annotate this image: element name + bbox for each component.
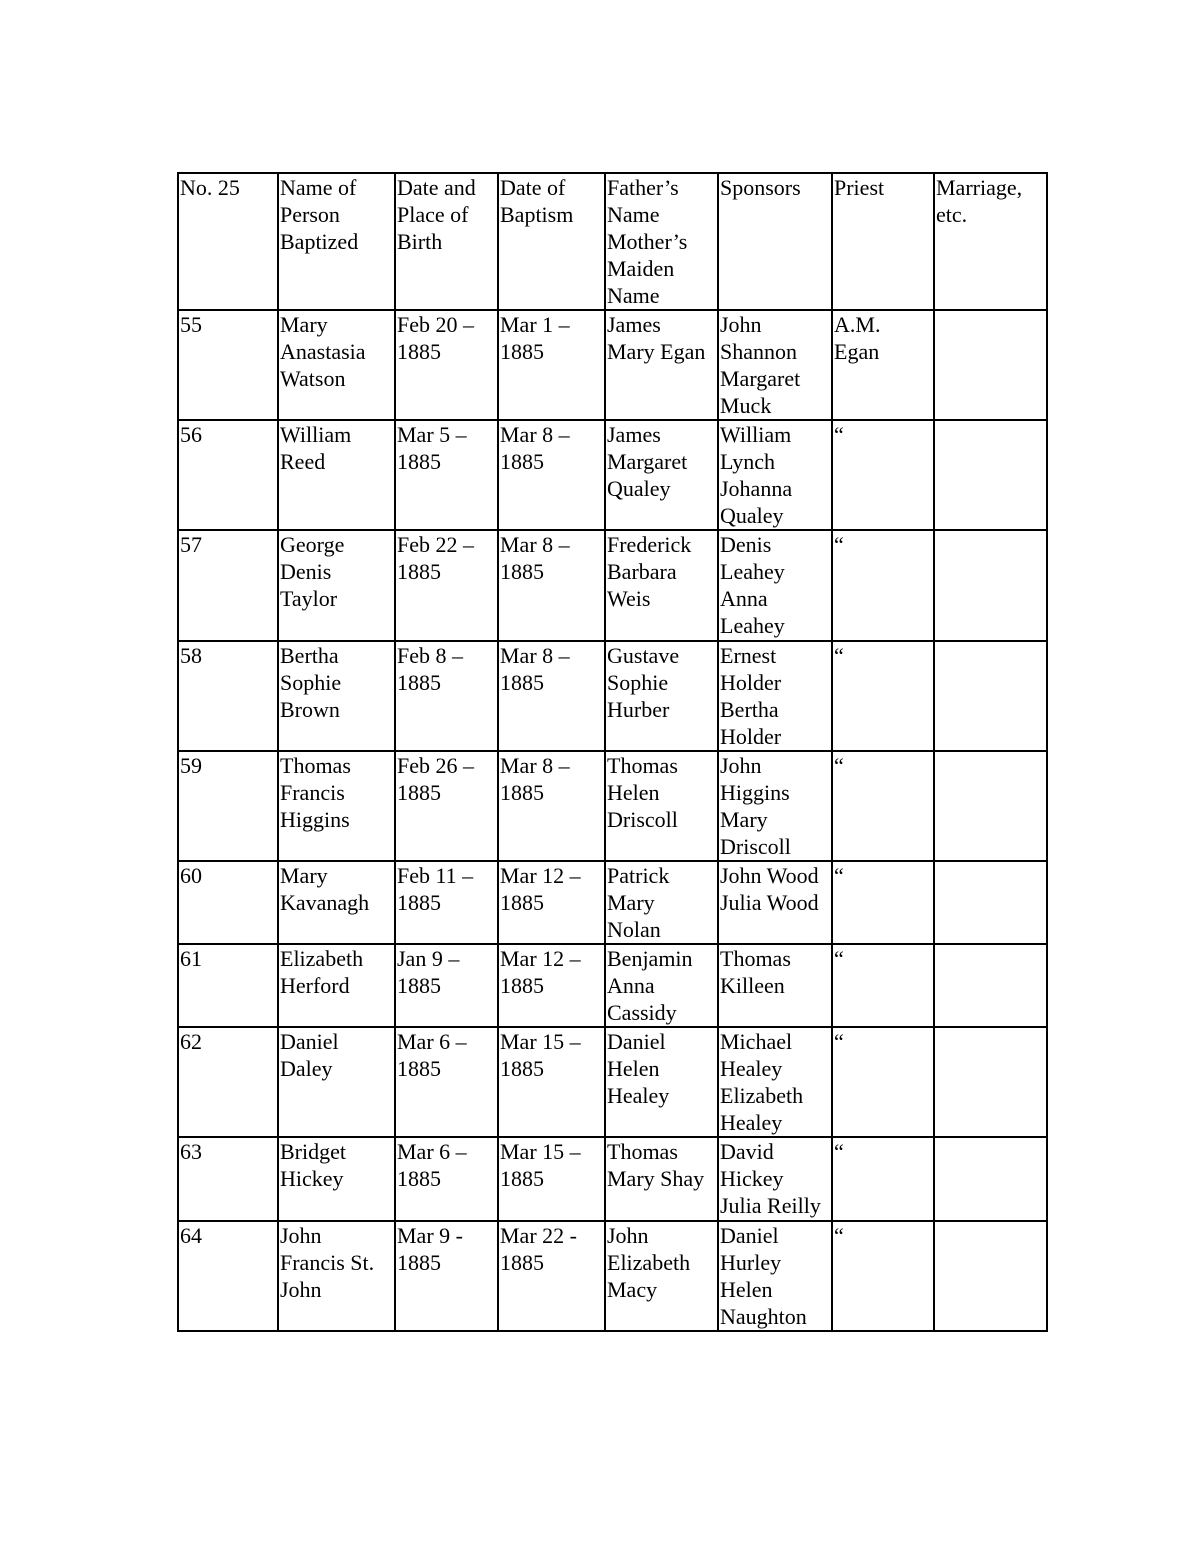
cell-sponsors <box>718 1137 832 1221</box>
cell-person-name-line: Kavanagh <box>280 890 370 915</box>
cell-birth-date-line: Feb 22 – <box>397 532 474 557</box>
table-row <box>178 861 1047 944</box>
cell-priest-line: “ <box>834 1223 844 1248</box>
cell-baptism-date <box>498 1221 605 1331</box>
header-marriage-line: etc. <box>936 202 968 227</box>
cell-birth-date-line: Mar 5 – <box>397 422 467 447</box>
cell-sponsors-line: Elizabeth <box>720 1083 804 1108</box>
cell-priest <box>832 944 934 1027</box>
header-marriage <box>934 173 1047 310</box>
cell-baptism-date <box>498 310 605 420</box>
cell-birth-date-line: Mar 6 – <box>397 1139 467 1164</box>
cell-sponsors-line: William <box>720 422 792 447</box>
cell-person-name-line: Herford <box>280 973 350 998</box>
header-parents-line: Father’s <box>607 175 679 200</box>
cell-sponsors-line: Julia Wood <box>720 890 819 915</box>
cell-birth-date-line: 1885 <box>397 973 441 998</box>
cell-birth-date-line: Mar 6 – <box>397 1029 467 1054</box>
header-parents-line: Name <box>607 283 660 308</box>
cell-parents-line: Sophie <box>607 670 669 695</box>
cell-parents-line: Barbara <box>607 559 677 584</box>
cell-entry-number <box>178 751 278 861</box>
cell-marriage <box>934 420 1047 530</box>
cell-birth-date-line: 1885 <box>397 1250 441 1275</box>
header-parents-line: Mother’s <box>607 229 688 254</box>
cell-person-name-line: Sophie <box>280 670 342 695</box>
cell-baptism-date-line: Mar 12 – <box>500 863 581 888</box>
cell-person-name-line: Anastasia <box>280 339 366 364</box>
cell-priest-line: “ <box>834 643 844 668</box>
cell-person-name-line: Thomas <box>280 753 351 778</box>
cell-sponsors-line: John Wood <box>720 863 819 888</box>
cell-person-name-line: William <box>280 422 352 447</box>
cell-person-name <box>278 530 395 641</box>
cell-marriage <box>934 1027 1047 1137</box>
cell-baptism-date <box>498 1137 605 1221</box>
cell-entry-number <box>178 641 278 751</box>
cell-birth-date <box>395 1221 498 1331</box>
cell-sponsors-line: Mary <box>720 807 768 832</box>
cell-baptism-date-line: 1885 <box>500 890 544 915</box>
cell-entry-number-line: 60 <box>180 863 202 888</box>
cell-sponsors <box>718 751 832 861</box>
cell-baptism-date-line: 1885 <box>500 559 544 584</box>
table-row <box>178 1221 1047 1331</box>
header-person-name <box>278 173 395 310</box>
cell-person-name <box>278 420 395 530</box>
cell-parents-line: Nolan <box>607 917 661 942</box>
cell-person-name <box>278 1137 395 1221</box>
header-baptism-date <box>498 173 605 310</box>
cell-person-name-line: Mary <box>280 863 328 888</box>
cell-priest-line: “ <box>834 1139 844 1164</box>
cell-baptism-date-line: Mar 15 – <box>500 1029 581 1054</box>
cell-priest <box>832 1027 934 1137</box>
cell-sponsors-line: Daniel <box>720 1223 779 1248</box>
cell-marriage <box>934 861 1047 944</box>
cell-entry-number-line: 63 <box>180 1139 202 1164</box>
cell-parents-line: Gustave <box>607 643 680 668</box>
header-parents <box>605 173 718 310</box>
baptism-register-table <box>177 172 1048 1332</box>
cell-person-name-line: Francis St. <box>280 1250 375 1275</box>
cell-priest <box>832 751 934 861</box>
cell-person-name <box>278 1221 395 1331</box>
table-row <box>178 310 1047 420</box>
cell-person-name <box>278 751 395 861</box>
cell-birth-date-line: 1885 <box>397 780 441 805</box>
cell-parents-line: Daniel <box>607 1029 666 1054</box>
cell-birth-date <box>395 1137 498 1221</box>
cell-person-name-line: Higgins <box>280 807 350 832</box>
cell-entry-number <box>178 1137 278 1221</box>
cell-entry-number <box>178 530 278 641</box>
cell-sponsors-line: Holder <box>720 724 782 749</box>
cell-baptism-date <box>498 861 605 944</box>
cell-parents-line: Hurber <box>607 697 670 722</box>
cell-sponsors-line: Johanna <box>720 476 793 501</box>
cell-entry-number-line: 55 <box>180 312 202 337</box>
cell-parents-line: John <box>607 1223 649 1248</box>
table-row <box>178 751 1047 861</box>
cell-sponsors-line: Qualey <box>720 503 784 528</box>
cell-birth-date-line: Feb 20 – <box>397 312 474 337</box>
cell-baptism-date-line: Mar 15 – <box>500 1139 581 1164</box>
cell-baptism-date <box>498 641 605 751</box>
cell-priest-line: “ <box>834 753 844 778</box>
cell-parents-line: Healey <box>607 1083 670 1108</box>
cell-entry-number <box>178 420 278 530</box>
cell-sponsors-line: Bertha <box>720 697 779 722</box>
cell-person-name-line: John <box>280 1277 322 1302</box>
cell-sponsors-line: Leahey <box>720 613 785 638</box>
cell-entry-number-line: 57 <box>180 532 202 557</box>
cell-birth-date-line: 1885 <box>397 1056 441 1081</box>
table-row <box>178 530 1047 641</box>
cell-sponsors-line: Thomas <box>720 946 791 971</box>
cell-parents-line: Thomas <box>607 753 678 778</box>
cell-baptism-date-line: Mar 1 – <box>500 312 570 337</box>
cell-baptism-date-line: 1885 <box>500 973 544 998</box>
table-row <box>178 944 1047 1027</box>
cell-sponsors-line: Anna <box>720 586 768 611</box>
cell-entry-number-line: 62 <box>180 1029 202 1054</box>
cell-marriage <box>934 641 1047 751</box>
table-row <box>178 420 1047 530</box>
cell-birth-date-line: 1885 <box>397 559 441 584</box>
cell-parents-line: Helen <box>607 780 660 805</box>
cell-birth-date-line: Jan 9 – <box>397 946 460 971</box>
cell-parents-line: Mary Egan <box>607 339 706 364</box>
cell-priest <box>832 530 934 641</box>
header-parents-line: Name <box>607 202 660 227</box>
cell-sponsors <box>718 310 832 420</box>
cell-person-name-line: Hickey <box>280 1166 344 1191</box>
cell-marriage <box>934 310 1047 420</box>
cell-sponsors-line: Denis <box>720 532 772 557</box>
cell-sponsors-line: Driscoll <box>720 834 791 859</box>
cell-sponsors-line: Hurley <box>720 1250 782 1275</box>
cell-entry-number <box>178 944 278 1027</box>
cell-birth-date <box>395 751 498 861</box>
cell-marriage <box>934 530 1047 641</box>
cell-entry-number-line: 64 <box>180 1223 202 1248</box>
cell-parents <box>605 530 718 641</box>
cell-parents-line: Driscoll <box>607 807 678 832</box>
cell-parents <box>605 310 718 420</box>
cell-person-name <box>278 310 395 420</box>
cell-entry-number-line: 59 <box>180 753 202 778</box>
cell-birth-date <box>395 944 498 1027</box>
cell-birth-date <box>395 420 498 530</box>
cell-sponsors <box>718 641 832 751</box>
cell-priest-line: Egan <box>834 339 880 364</box>
cell-sponsors-line: John <box>720 753 762 778</box>
cell-sponsors-line: Leahey <box>720 559 785 584</box>
cell-parents-line: Anna <box>607 973 655 998</box>
cell-priest-line: “ <box>834 946 844 971</box>
cell-parents-line: James <box>607 422 661 447</box>
cell-sponsors-line: Michael <box>720 1029 793 1054</box>
cell-person-name <box>278 641 395 751</box>
header-person-name-line: Name of <box>280 175 357 200</box>
cell-sponsors-line: Helen <box>720 1277 773 1302</box>
cell-priest <box>832 1221 934 1331</box>
cell-baptism-date <box>498 530 605 641</box>
header-sponsors <box>718 173 832 310</box>
cell-birth-date-line: 1885 <box>397 339 441 364</box>
cell-sponsors <box>718 1221 832 1331</box>
cell-sponsors-line: Higgins <box>720 780 790 805</box>
cell-priest <box>832 420 934 530</box>
table-row <box>178 1027 1047 1137</box>
cell-parents-line: Qualey <box>607 476 671 501</box>
cell-sponsors-line: Killeen <box>720 973 785 998</box>
header-sponsors-line: Sponsors <box>720 175 801 200</box>
cell-parents <box>605 944 718 1027</box>
cell-baptism-date <box>498 751 605 861</box>
cell-person-name-line: Taylor <box>280 586 338 611</box>
table-body <box>178 310 1047 1331</box>
cell-birth-date <box>395 1027 498 1137</box>
header-priest <box>832 173 934 310</box>
cell-person-name-line: Denis <box>280 559 332 584</box>
cell-parents-line: Weis <box>607 586 651 611</box>
cell-parents-line: Macy <box>607 1277 658 1302</box>
cell-entry-number <box>178 861 278 944</box>
cell-parents-line: Cassidy <box>607 1000 677 1025</box>
cell-parents <box>605 861 718 944</box>
cell-person-name-line: George <box>280 532 345 557</box>
cell-sponsors-line: Ernest <box>720 643 777 668</box>
cell-baptism-date-line: Mar 8 – <box>500 422 570 447</box>
cell-birth-date-line: Feb 26 – <box>397 753 474 778</box>
cell-parents <box>605 641 718 751</box>
cell-sponsors-line: Healey <box>720 1056 783 1081</box>
cell-parents <box>605 420 718 530</box>
cell-birth-date <box>395 641 498 751</box>
cell-sponsors <box>718 861 832 944</box>
table-row <box>178 1137 1047 1221</box>
cell-sponsors-line: Holder <box>720 670 782 695</box>
cell-entry-number <box>178 310 278 420</box>
cell-priest-line: “ <box>834 1029 844 1054</box>
cell-priest <box>832 1137 934 1221</box>
cell-marriage <box>934 1221 1047 1331</box>
cell-person-name <box>278 944 395 1027</box>
cell-baptism-date-line: 1885 <box>500 1166 544 1191</box>
header-marriage-line: Marriage, <box>936 175 1023 200</box>
header-birth-date-line: Date and <box>397 175 476 200</box>
cell-birth-date <box>395 530 498 641</box>
cell-sponsors-line: Hickey <box>720 1166 784 1191</box>
cell-baptism-date-line: Mar 8 – <box>500 643 570 668</box>
cell-marriage <box>934 751 1047 861</box>
cell-person-name-line: John <box>280 1223 322 1248</box>
cell-baptism-date-line: 1885 <box>500 1056 544 1081</box>
cell-parents <box>605 751 718 861</box>
cell-sponsors-line: Margaret <box>720 366 801 391</box>
cell-baptism-date-line: Mar 12 – <box>500 946 581 971</box>
header-birth-date-line: Birth <box>397 229 443 254</box>
cell-sponsors-line: Muck <box>720 393 772 418</box>
cell-birth-date-line: 1885 <box>397 1166 441 1191</box>
cell-person-name <box>278 1027 395 1137</box>
cell-baptism-date-line: Mar 8 – <box>500 532 570 557</box>
cell-birth-date-line: 1885 <box>397 890 441 915</box>
cell-birth-date-line: Feb 8 – <box>397 643 463 668</box>
cell-person-name <box>278 861 395 944</box>
cell-parents-line: Frederick <box>607 532 692 557</box>
cell-baptism-date-line: 1885 <box>500 339 544 364</box>
cell-priest-line: A.M. <box>834 312 881 337</box>
header-entry-number <box>178 173 278 310</box>
cell-priest <box>832 641 934 751</box>
cell-baptism-date-line: 1885 <box>500 1250 544 1275</box>
cell-sponsors <box>718 1027 832 1137</box>
cell-baptism-date-line: 1885 <box>500 780 544 805</box>
cell-person-name-line: Reed <box>280 449 326 474</box>
cell-baptism-date <box>498 1027 605 1137</box>
cell-person-name-line: Watson <box>280 366 346 391</box>
cell-entry-number-line: 61 <box>180 946 202 971</box>
cell-birth-date <box>395 861 498 944</box>
cell-priest-line: “ <box>834 532 844 557</box>
cell-entry-number-line: 56 <box>180 422 202 447</box>
cell-parents-line: Mary Shay <box>607 1166 705 1191</box>
cell-entry-number-line: 58 <box>180 643 202 668</box>
cell-parents-line: Thomas <box>607 1139 678 1164</box>
cell-priest <box>832 861 934 944</box>
cell-birth-date-line: Mar 9 - <box>397 1223 463 1248</box>
cell-parents <box>605 1027 718 1137</box>
cell-entry-number <box>178 1221 278 1331</box>
table-row <box>178 641 1047 751</box>
cell-baptism-date-line: 1885 <box>500 670 544 695</box>
header-person-name-line: Baptized <box>280 229 359 254</box>
cell-parents <box>605 1137 718 1221</box>
header-parents-line: Maiden <box>607 256 675 281</box>
cell-baptism-date-line: Mar 22 - <box>500 1223 577 1248</box>
cell-sponsors-line: Naughton <box>720 1304 807 1329</box>
header-priest-line: Priest <box>834 175 885 200</box>
cell-person-name-line: Brown <box>280 697 340 722</box>
cell-priest-line: “ <box>834 863 844 888</box>
cell-person-name-line: Elizabeth <box>280 946 364 971</box>
cell-marriage <box>934 1137 1047 1221</box>
header-birth-date <box>395 173 498 310</box>
cell-baptism-date <box>498 420 605 530</box>
header-person-name-line: Person <box>280 202 340 227</box>
cell-sponsors-line: Shannon <box>720 339 797 364</box>
cell-parents-line: James <box>607 312 661 337</box>
cell-birth-date-line: 1885 <box>397 449 441 474</box>
cell-birth-date-line: Feb 11 – <box>397 863 474 888</box>
cell-priest <box>832 310 934 420</box>
cell-sponsors-line: David <box>720 1139 774 1164</box>
cell-sponsors-line: Julia Reilly <box>720 1193 821 1218</box>
cell-baptism-date-line: Mar 8 – <box>500 753 570 778</box>
cell-priest-line: “ <box>834 422 844 447</box>
table-header <box>178 173 1047 310</box>
cell-sponsors-line: John <box>720 312 762 337</box>
cell-baptism-date-line: 1885 <box>500 449 544 474</box>
cell-person-name-line: Daniel <box>280 1029 339 1054</box>
header-baptism-date-line: Date of <box>500 175 566 200</box>
cell-sponsors <box>718 530 832 641</box>
cell-parents-line: Patrick <box>607 863 670 888</box>
cell-person-name-line: Francis <box>280 780 345 805</box>
cell-entry-number <box>178 1027 278 1137</box>
cell-sponsors <box>718 420 832 530</box>
cell-parents-line: Helen <box>607 1056 660 1081</box>
cell-person-name-line: Bertha <box>280 643 339 668</box>
cell-person-name-line: Mary <box>280 312 328 337</box>
cell-sponsors-line: Healey <box>720 1110 783 1135</box>
cell-person-name-line: Bridget <box>280 1139 346 1164</box>
cell-parents-line: Margaret <box>607 449 688 474</box>
header-baptism-date-line: Baptism <box>500 202 574 227</box>
header-entry-number-line: No. 25 <box>180 175 240 200</box>
cell-sponsors <box>718 944 832 1027</box>
header-row <box>178 173 1047 310</box>
cell-person-name-line: Daley <box>280 1056 333 1081</box>
cell-marriage <box>934 944 1047 1027</box>
cell-birth-date-line: 1885 <box>397 670 441 695</box>
cell-parents <box>605 1221 718 1331</box>
cell-parents-line: Benjamin <box>607 946 693 971</box>
header-birth-date-line: Place of <box>397 202 469 227</box>
cell-birth-date <box>395 310 498 420</box>
cell-parents-line: Mary <box>607 890 655 915</box>
cell-parents-line: Elizabeth <box>607 1250 691 1275</box>
cell-baptism-date <box>498 944 605 1027</box>
cell-sponsors-line: Lynch <box>720 449 775 474</box>
